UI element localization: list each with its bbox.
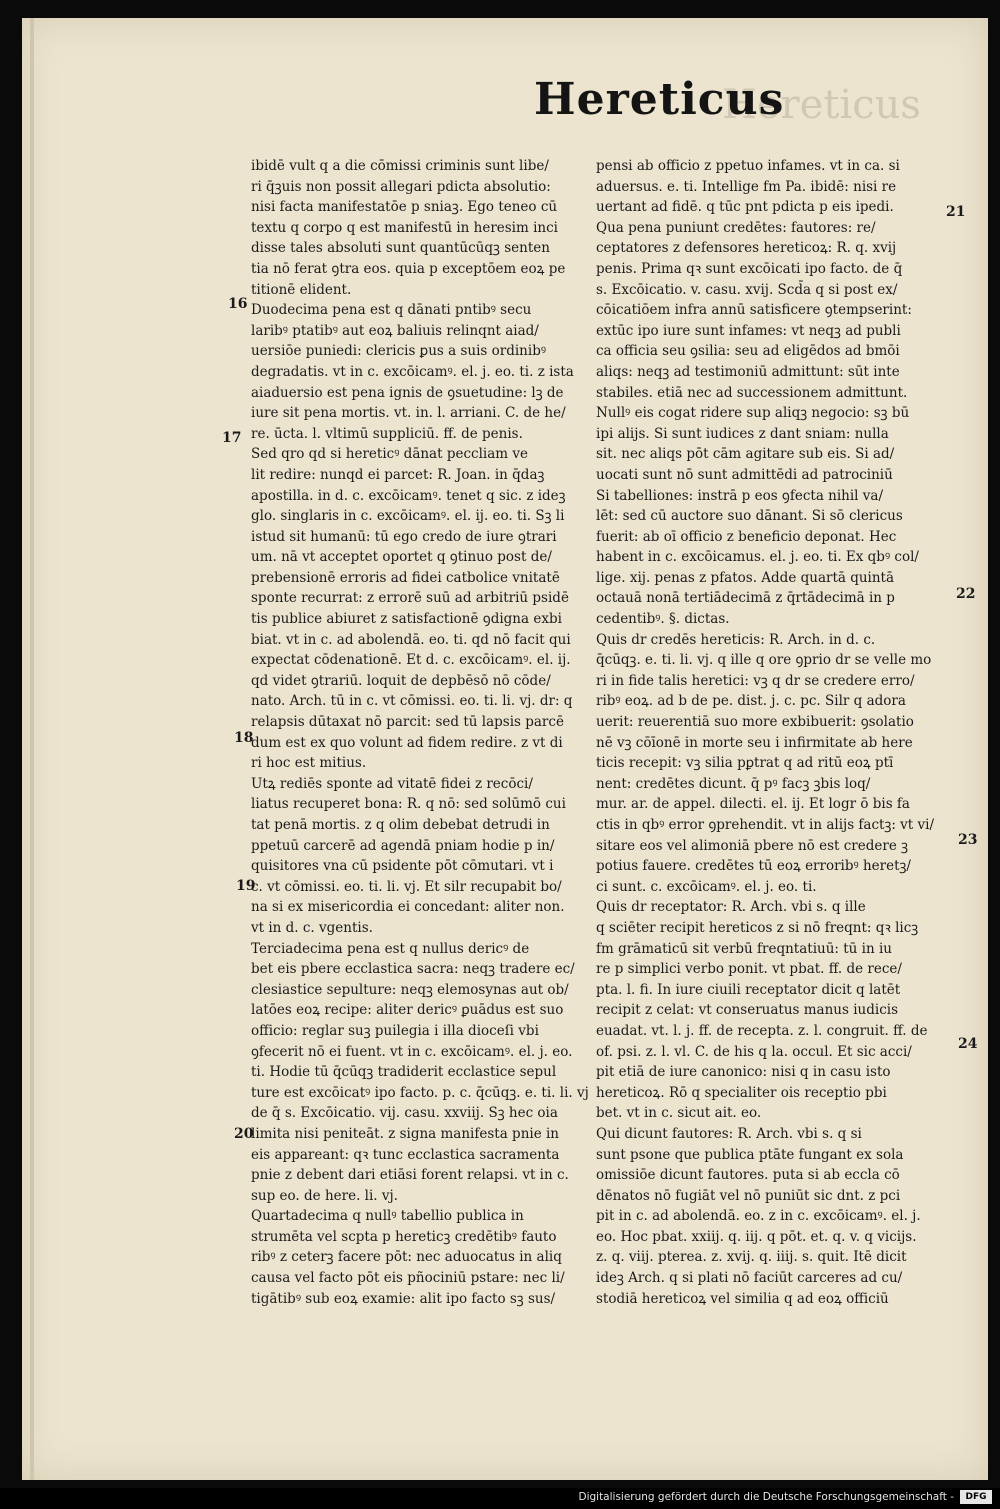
right-text-column xyxy=(596,156,950,1309)
text-line: tis publice abiuret z satisfactionē ꝯdigna exbi xyxy=(251,611,562,628)
text-line: ideꝫ Arch. q si plati nō faciūt carceres ad cu/ xyxy=(596,1270,903,1287)
text-line: prebensionē erroris ad fidei catbolice vnitatē xyxy=(251,569,560,586)
text-line: laribꝰ ptatibꝰ aut eoꝝ baliuis relinqnt aiad/ xyxy=(251,322,539,339)
text-line: Utꝝ rediēs sponte ad vitatē fidei z recōci/ xyxy=(251,775,533,792)
text-line: z. q. viij. pterea. z. xvij. q. iiij. s. quit. Itē dicit xyxy=(596,1249,907,1266)
margin-number: 18 xyxy=(234,730,254,746)
text-line: tat penā mortis. z q olim debebat detrudi in xyxy=(251,817,550,833)
text-line: ctis in qbꝰ error ꝯprehendit. vt in alijs factꝫ: vt vi/ xyxy=(596,817,935,833)
text-line: ca officia seu ꝯsilia: seu ad eligēdos ad bmōi xyxy=(596,343,900,360)
text-line: bet. vt in c. sicut ait. eo. xyxy=(596,1105,762,1122)
footer-credit: Digitalisierung gefördert durch die Deutsche Forschungsgemeinschaft - xyxy=(578,1491,954,1503)
margin-number: 19 xyxy=(236,878,256,894)
text-line: pit in c. ad abolendā. eo. z in c. excōicamꝰ. el. j. xyxy=(596,1208,921,1225)
text-line: stabiles. etiā nec ad successionem admittunt. xyxy=(596,384,908,401)
text-line: degradatis. vt in c. excōicamꝰ. el. j. eo. ti. z ista xyxy=(251,363,574,380)
text-line: relapsis dūtaxat nō parcit: sed tū lapsis parcē xyxy=(251,714,564,731)
text-line: dum est ex quo volunt ad fidem redire. z vt di xyxy=(251,734,563,751)
dfg-logo: DFG xyxy=(960,1490,992,1504)
text-line: hereticoꝝ. Rō q specialiter ois receptio pbi xyxy=(596,1084,887,1101)
text-line: pnie z debent dari etiāsi forent relapsi. vt in c. xyxy=(251,1167,569,1184)
text-line: uertant ad fidē. q tūc pnt pdicta p eis ipedi. xyxy=(596,199,894,216)
text-line: q sciēter recipit hereticos z si nō freqnt: qꝛ licꝫ xyxy=(596,919,919,936)
text-line: Quis dr credēs hereticis: R. Arch. in d. c. xyxy=(596,631,876,648)
text-line: Quis dr receptator: R. Arch. vbi s. q ille xyxy=(596,899,866,916)
text-line: re. ūcta. l. vltimū suppliciū. ff. de penis. xyxy=(251,425,523,442)
left-text-column xyxy=(251,156,606,1309)
text-line: officio: reglar suꝫ puilegia i illa dioceſi vbi xyxy=(251,1022,539,1039)
text-line: pta. l. fi. In iure ciuili receptator dicit q latēt xyxy=(596,981,901,998)
text-line: sponte recurrat: z errorē suū ad arbitriū psidē xyxy=(251,590,569,607)
text-line: Quartadecima q nullꝰ tabellio publica in xyxy=(251,1208,524,1225)
text-line: uocati sunt nō sunt admittēdi ad patrociniū xyxy=(596,466,893,483)
text-line: nent: credētes dicunt. q̄ pꝰ facꝫ ꝫbis loq/ xyxy=(596,775,871,792)
page-title: Hereticus xyxy=(534,74,785,125)
text-line: sunt psone que publica ptāte fungant ex sola xyxy=(596,1146,904,1163)
text-line: sit. nec aliqs pōt cām agitare sub eis. Si ad/ xyxy=(596,446,895,463)
text-line: causa vel facto pōt eis pñociniū pstare: nec li/ xyxy=(251,1270,565,1287)
text-line: fm grāmaticū sit verbū freqntatiuū: tū in iu xyxy=(596,940,892,957)
text-line: ceptatores z defensores hereticoꝝ: R. q. xvij xyxy=(596,240,897,257)
text-line: stodiā hereticoꝝ vel similia q ad eoꝝ officiū xyxy=(596,1290,889,1307)
text-line: extūc ipo iure sunt infames: vt neqꝫ ad publi xyxy=(596,322,901,339)
text-line: limita nisi peniteāt. z signa manifesta pnie in xyxy=(251,1125,559,1142)
text-line: recipit z celat: vt conseruatus manus iudicis xyxy=(596,1002,898,1019)
text-line: tigātibꝰ sub eoꝝ examie: alit ipo facto sꝫ sus/ xyxy=(251,1290,556,1307)
text-line: ibidē vult q a die cōmissi criminis sunt libe/ xyxy=(251,158,549,174)
text-line: na si ex misericordia ei concedant: aliter non. xyxy=(251,899,565,916)
text-line: Si tabelliones: instrā p eos ꝯfecta nihil va/ xyxy=(596,487,884,504)
text-line: tia nō ferat ꝯtra eos. quia p exceptōem eoꝝ pe xyxy=(251,260,566,277)
text-line: nisi facta manifestatōe p sniaꝫ. Ego teneo cū xyxy=(251,199,558,216)
text-line: istud sit humanū: tū ego credo de iure ꝯtrari xyxy=(251,528,557,545)
text-line: Nullꝰ eis cogat ridere sup aliqꝫ negocio: sꝫ bū xyxy=(596,405,910,422)
margin-number: 21 xyxy=(946,204,966,220)
margin-number: 23 xyxy=(958,832,978,848)
text-line: sitare eos vel alimoniā pbere nō est credere ꝫ xyxy=(596,837,908,854)
text-line: ti. Hodie tū q̄cūqꝫ tradiderit ecclastice sepul xyxy=(251,1064,557,1081)
text-line: uersiōe puniedi: clericis ꝑus a suis ordinibꝰ xyxy=(251,343,546,360)
text-line: bet eis pbere ecclastica sacra: neqꝫ tradere ec/ xyxy=(251,961,575,978)
text-line: penis. Prima qꝛ sunt excōicati ipo facto. de q̄ xyxy=(596,260,903,277)
text-line: ri hoc est mitius. xyxy=(251,755,367,772)
text-line: aiaduersio est pena ignis de ꝯsuetudine: lꝫ de xyxy=(251,384,564,401)
text-line: apostilla. in d. c. excōicamꝰ. tenet q sic. z ideꝫ xyxy=(251,487,566,504)
book-page xyxy=(22,18,988,1480)
text-line: eis appareant: qꝛ tunc ecclastica sacramenta xyxy=(251,1146,560,1163)
text-line: uerit: reuerentiā suo more exbibuerit: ꝯsolatio xyxy=(596,714,914,731)
text-line: Sed qro qd si hereticꝰ dānat peccliam ve xyxy=(251,446,528,463)
text-line: cōicatiōem infra annū satisficere ꝯtempserint: xyxy=(596,302,912,319)
text-line: um. nā vt acceptet oportet q ꝯtinuo post de/ xyxy=(251,549,552,566)
text-line: qd videt ꝯtrariū. loquit de depbēsō nō cōde/ xyxy=(251,672,551,689)
text-line: ribꝰ eoꝝ. ad b de pe. dist. j. c. pc. Silr q adora xyxy=(596,693,906,710)
text-line: nē vꝫ cōīonē in morte seu i infirmitate ab here xyxy=(596,734,913,751)
text-line: clesiastice sepulture: neqꝫ elemosynas aut ob/ xyxy=(251,981,569,998)
text-line: euadat. vt. l. j. ff. de recepta. z. l. congruit. ff. de xyxy=(596,1022,928,1039)
text-line: ribꝰ z ceterꝫ facere pōt: nec aduocatus in aliq xyxy=(251,1249,562,1266)
text-line: textu q corpo q est manifestū in heresim inci xyxy=(251,219,558,236)
page-gutter xyxy=(30,18,34,1480)
text-line: titionē elident. xyxy=(251,281,352,298)
text-line: ri q̄ꝫuis non possit allegari pdicta absolutio: xyxy=(251,178,551,195)
text-line: octauā nonā tertiādecimā z q̄rtādecimā in p xyxy=(596,590,895,607)
text-line: de q̄ s. Excōicatio. vij. casu. xxviij. Sꝫ hec oia xyxy=(251,1105,558,1122)
footer-bar xyxy=(0,1488,1000,1509)
margin-number: 16 xyxy=(228,296,248,312)
text-line: c. vt cōmissi. eo. ti. li. vj. Et silr recupabit bo/ xyxy=(251,878,562,895)
text-line: of. psi. z. l. vl. C. de his q la. occul. Et sic acci/ xyxy=(596,1043,912,1060)
text-line: lēt: sed cū auctore suo dānant. Si sō clericus xyxy=(596,508,903,525)
text-line: dēnatos nō fugiāt vel nō puniūt sic dnt. z pci xyxy=(596,1187,901,1204)
text-line: expectat cōdenationē. Et d. c. excōicamꝰ. el. ij. xyxy=(251,652,571,669)
text-line: eo. Hoc pbat. xxiij. q. iij. q pōt. et. q. v. q vicijs. xyxy=(596,1228,917,1245)
text-line: ci sunt. c. excōicamꝰ. el. j. eo. ti. xyxy=(596,878,817,895)
text-line: vt in d. c. vgentis. xyxy=(251,919,373,936)
text-line: fuerit: ab oī officio z beneficio deponat. Hec xyxy=(596,528,897,545)
text-line: iure sit pena mortis. vt. in. l. arriani. C. de he/ xyxy=(251,405,566,422)
text-line: latōes eoꝝ recipe: aliter dericꝰ ꝑuādus est suo xyxy=(251,1002,564,1019)
text-line: glo. singlaris in c. excōicamꝰ. el. ij. eo. ti. Sꝫ li xyxy=(251,508,565,525)
margin-number: 24 xyxy=(958,1036,978,1052)
text-line: q̄cūqꝫ. e. ti. li. vj. q ille q ore ꝯprio dr se velle mo xyxy=(596,652,932,669)
text-line: potius fauere. credētes tū eoꝝ erroribꝰ heretꝫ/ xyxy=(596,858,911,875)
text-line: lige. xij. penas z pfatos. Adde quartā quintā xyxy=(596,569,895,586)
text-line: nato. Arch. tū in c. vt cōmissi. eo. ti. li. vj. dr: q xyxy=(251,693,573,710)
text-line: sup eo. de here. li. vj. xyxy=(251,1187,398,1204)
text-line: Duodecima pena est q dānati pntibꝰ secu xyxy=(251,302,532,319)
margin-number: 20 xyxy=(234,1126,254,1142)
text-line: re p simplici verbo ponit. vt pbat. ff. de rece/ xyxy=(596,961,902,978)
margin-number: 17 xyxy=(222,430,242,446)
margin-number: 22 xyxy=(956,586,976,602)
text-line: strumēta vel scpta p hereticꝫ credētibꝰ fauto xyxy=(251,1228,557,1245)
text-line: biat. vt in c. ad abolendā. eo. ti. qd nō facit qui xyxy=(251,631,571,648)
text-line: lit redire: nunqd ei parcet: R. Joan. in q̄daꝫ xyxy=(251,466,545,483)
text-line: pit etiā de iure canonico: nisi q in casu isto xyxy=(596,1064,891,1081)
text-line: ꝯfecerit nō ei fuent. vt in c. excōicamꝰ. el. j. eo. xyxy=(251,1043,573,1060)
text-line: ture est excōicatꝰ ipo facto. p. c. q̄cūqꝫ. e. ti. li. vj xyxy=(251,1084,589,1101)
text-line: ticis recepit: vꝫ silia pꝑtrat q ad ritū eoꝝ ptī xyxy=(596,755,894,772)
text-line: s. Excōicatio. v. casu. xvij. Scd̄a q si post ex/ xyxy=(596,281,898,298)
text-line: aduersus. e. ti. Intellige fm Pa. ibidē: nisi re xyxy=(596,178,897,195)
text-line: aliqs: neqꝫ ad testimoniū admittunt: sūt inte xyxy=(596,363,900,380)
text-line: mur. ar. de appel. dilecti. el. ij. Et logr ō bis fa xyxy=(596,796,910,813)
text-line: pensi ab officio z ppetuo infames. vt in ca. si xyxy=(596,158,900,174)
text-line: Qua pena puniunt credētes: fautores: re/ xyxy=(596,219,876,236)
text-line: Qui dicunt fautores: R. Arch. vbi s. q si xyxy=(596,1125,862,1142)
text-line: Terciadecima pena est q nullus dericꝰ de xyxy=(251,940,530,957)
text-line: quisitores vna cū psidente pōt cōmutari. vt i xyxy=(251,858,554,875)
text-line: habent in c. excōicamus. el. j. eo. ti. Ex qbꝰ col/ xyxy=(596,549,919,566)
text-line: disse tales absoluti sunt quantūcūqꝫ senten xyxy=(251,240,550,257)
text-line: cedentibꝰ. §. dictas. xyxy=(596,611,730,628)
text-line: ppetuū carcerē ad agendā pniam hodie p in/ xyxy=(251,837,555,854)
text-line: liatus recuperet bona: R. q nō: sed solūmō cui xyxy=(251,796,566,813)
text-line: ipi alijs. Si sunt iudices z dant sniam: nulla xyxy=(596,425,889,442)
text-line: omissiōe dicunt fautores. puta si ab eccla cō xyxy=(596,1167,900,1184)
bleed-through-text: Hereticus xyxy=(722,82,921,128)
text-line: ri in fide talis heretici: vꝫ q dr se credere erro/ xyxy=(596,672,915,689)
